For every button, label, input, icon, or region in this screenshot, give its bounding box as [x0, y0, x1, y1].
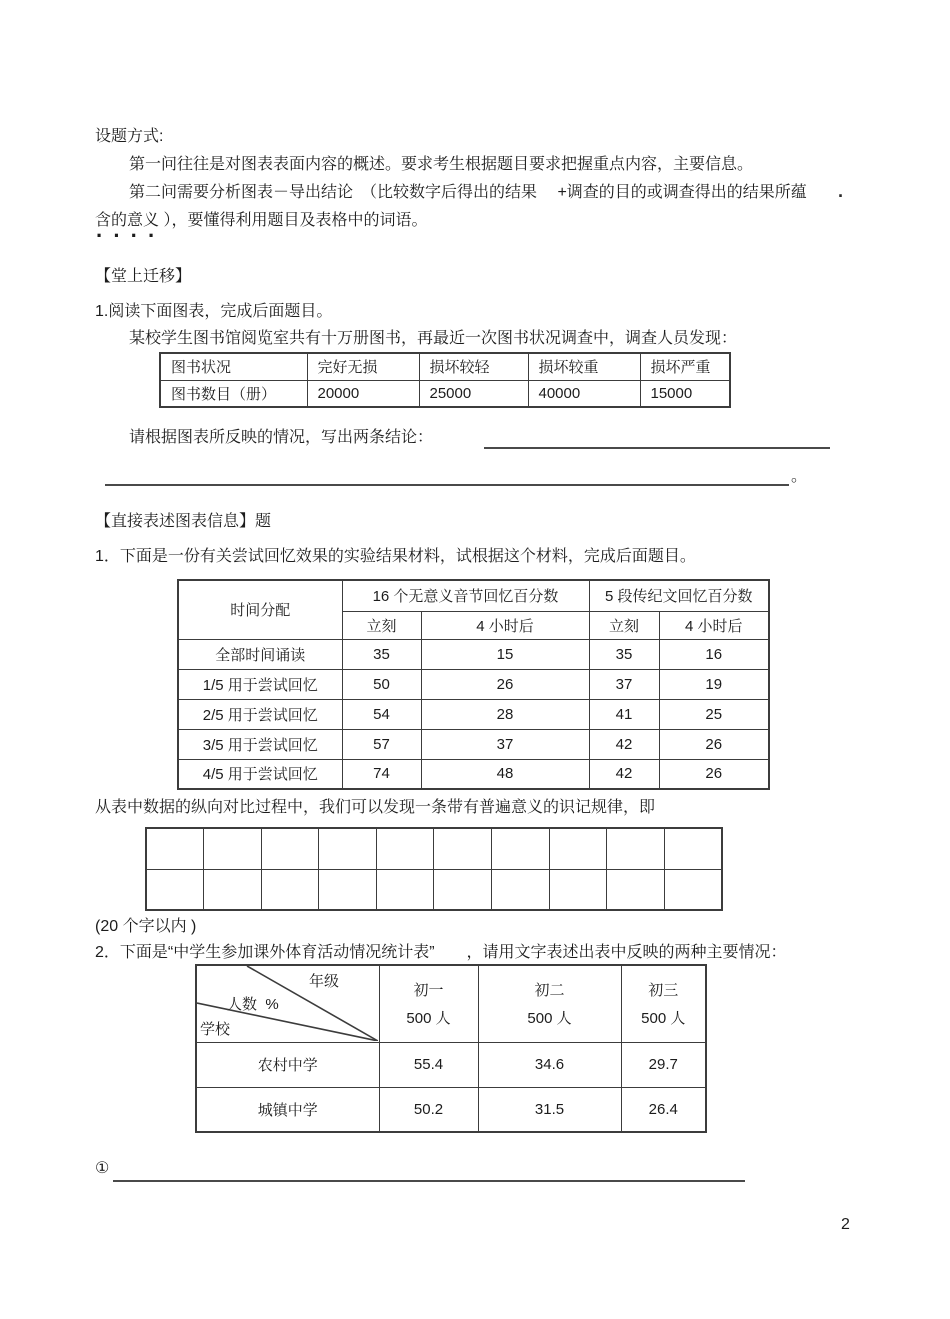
sports-value: 50.2: [379, 1087, 478, 1132]
recall-group-header-1: 16 个无意义音节回忆百分数: [342, 580, 589, 611]
answer-grid-cell: [204, 869, 262, 910]
answer-grid-cell: [376, 828, 434, 869]
table-row: [178, 699, 769, 729]
recall-row-label: 2/5 用于尝试回忆: [178, 699, 342, 729]
book-table-row-label: 图书数目（册）: [160, 380, 307, 407]
grade-name: 初三: [648, 982, 679, 1000]
recall-value: 16: [659, 639, 769, 669]
sports-row-label: 农村中学: [196, 1042, 379, 1087]
answer-grid-cell: [376, 869, 434, 910]
answer-grid-cell: [434, 828, 492, 869]
answer-grid-row: [146, 828, 722, 869]
sports-col-header: [478, 965, 621, 1042]
answer-grid-cell: [146, 869, 204, 910]
answer-grid-cell: [319, 828, 377, 869]
sports-value: 55.4: [379, 1042, 478, 1087]
recall-group-header-2: 5 段传纪文回忆百分数: [589, 580, 769, 611]
recall-value: 35: [589, 639, 659, 669]
grade-name: 初一: [413, 982, 444, 1000]
grade-count: 500 人: [527, 1010, 572, 1028]
recall-value: 26: [421, 669, 589, 699]
section-header-express: 【直接表述图表信息】题: [95, 513, 272, 530]
recall-sub-header: 4 小时后: [659, 611, 769, 639]
recall-value: 37: [589, 669, 659, 699]
table-row: [196, 965, 706, 1042]
emphasis-dots: ····: [96, 223, 166, 248]
answer-marker: ①: [95, 1160, 110, 1177]
page-number: 2: [841, 1216, 850, 1233]
answer-grid-cell: [549, 828, 607, 869]
transfer-item-1-intro: 某校学生图书馆阅览室共有十万册图书，再最近一次图书状况调查中，调查人员发现：: [129, 330, 738, 347]
table-row: [160, 380, 730, 407]
recall-row-label: 4/5 用于尝试回忆: [178, 759, 342, 789]
answer-grid-cell: [492, 869, 550, 910]
diag-label-percent: 人数 %: [227, 996, 279, 1013]
section-header-transfer: 【堂上迁移】: [95, 268, 192, 285]
recall-table: [177, 579, 770, 790]
table-row: [178, 729, 769, 759]
recall-sub-header: 立刻: [342, 611, 421, 639]
answer-grid-cell: [664, 828, 722, 869]
sports-col-header: [379, 965, 478, 1042]
book-table-value: 40000: [528, 380, 640, 407]
intro-title: 设题方式:: [95, 128, 164, 145]
conclusion-prompt: 请根据图表所反映的情况，写出两条结论：: [129, 429, 434, 446]
express-question-1: 1．下面是一份有关尝试回忆效果的实验结果材料，试根据这个材料，完成后面题目。: [95, 548, 696, 565]
blank-line-period: 。: [791, 468, 808, 485]
recall-value: 50: [342, 669, 421, 699]
grade-count: 500 人: [406, 1010, 451, 1028]
answer-grid-cell: [492, 828, 550, 869]
answer-grid-cell: [204, 828, 262, 869]
recall-row-label: 3/5 用于尝试回忆: [178, 729, 342, 759]
recall-value: 48: [421, 759, 589, 789]
answer-grid-cell: [319, 869, 377, 910]
book-table-header: 损坏严重: [640, 353, 730, 380]
recall-value: 26: [659, 729, 769, 759]
answer-grid-cell: [146, 828, 204, 869]
diag-label-school: 学校: [200, 1021, 231, 1038]
recall-row-label: 全部时间诵读: [178, 639, 342, 669]
recall-value: 26: [659, 759, 769, 789]
sports-col-header: [621, 965, 706, 1042]
book-table-header: 损坏较重: [528, 353, 640, 380]
book-table-header: 完好无损: [307, 353, 419, 380]
answer-grid-cell: [549, 869, 607, 910]
book-table-header: 图书状况: [160, 353, 307, 380]
intro-line-3: 含的意义 ），要懂得利用题目及表格中的词语。: [95, 212, 428, 229]
recall-value: 57: [342, 729, 421, 759]
answer-grid-cell: [607, 869, 665, 910]
answer-blank-line: [484, 429, 830, 449]
recall-sub-header: 4 小时后: [421, 611, 589, 639]
book-table-value: 25000: [419, 380, 528, 407]
recall-value: 37: [421, 729, 589, 759]
recall-value: 54: [342, 699, 421, 729]
intro-line-1: 第一问往往是对图表表面内容的概述。要求考生根据题目要求把握重点内容，主要信息。: [129, 156, 754, 173]
table-row: [178, 669, 769, 699]
answer-blank-line: [113, 1162, 745, 1182]
recall-value: 74: [342, 759, 421, 789]
book-condition-table: [159, 352, 731, 408]
intro-line-2: 第二问需要分析图表－导出结论 （比较数字后得出的结果 +调查的目的或调查得出的结果所蕴: [129, 184, 807, 201]
answer-grid-row: [146, 869, 722, 910]
answer-grid-cell: [664, 869, 722, 910]
recall-value: 25: [659, 699, 769, 729]
table-row: [178, 759, 769, 789]
grade-count: 500 人: [641, 1010, 686, 1028]
sports-value: 26.4: [621, 1087, 706, 1132]
answer-grid-cell: [261, 828, 319, 869]
express-question-2: 2．下面是“中学生参加课外体育活动情况统计表” ，请用文字表述出表中反映的两种主要情况：: [95, 944, 787, 961]
limit-note: (20 个字以内 ): [95, 918, 197, 935]
sports-value: 34.6: [478, 1042, 621, 1087]
diag-label-grade: 年级: [309, 973, 340, 990]
table-row: [196, 1042, 706, 1087]
sports-row-label: 城镇中学: [196, 1087, 379, 1132]
transfer-item-1: 1.阅读下面图表，完成后面题目。: [95, 303, 333, 320]
recall-corner-header: 时间分配: [178, 580, 342, 639]
sports-value: 29.7: [621, 1042, 706, 1087]
table-row: [178, 580, 769, 611]
recall-row-label: 1/5 用于尝试回忆: [178, 669, 342, 699]
answer-grid: [145, 827, 723, 911]
answer-grid-cell: [607, 828, 665, 869]
recall-value: 35: [342, 639, 421, 669]
grade-name: 初二: [534, 982, 565, 1000]
stray-dot: ·: [838, 186, 844, 206]
recall-sub-header: 立刻: [589, 611, 659, 639]
recall-value: 19: [659, 669, 769, 699]
finding-text: 从表中数据的纵向对比过程中，我们可以发现一条带有普遍意义的识记规律，即: [95, 799, 656, 816]
book-table-header: 损坏较轻: [419, 353, 528, 380]
book-table-value: 15000: [640, 380, 730, 407]
recall-value: 42: [589, 729, 659, 759]
recall-value: 15: [421, 639, 589, 669]
answer-blank-line: [105, 466, 789, 486]
book-table-value: 20000: [307, 380, 419, 407]
table-row: [178, 639, 769, 669]
recall-value: 41: [589, 699, 659, 729]
table-row: [196, 1087, 706, 1132]
sports-table: [195, 964, 707, 1133]
recall-value: 42: [589, 759, 659, 789]
answer-grid-cell: [434, 869, 492, 910]
sports-diagonal-header: [196, 965, 379, 1042]
answer-grid-cell: [261, 869, 319, 910]
table-row: [160, 353, 730, 380]
sports-value: 31.5: [478, 1087, 621, 1132]
recall-value: 28: [421, 699, 589, 729]
